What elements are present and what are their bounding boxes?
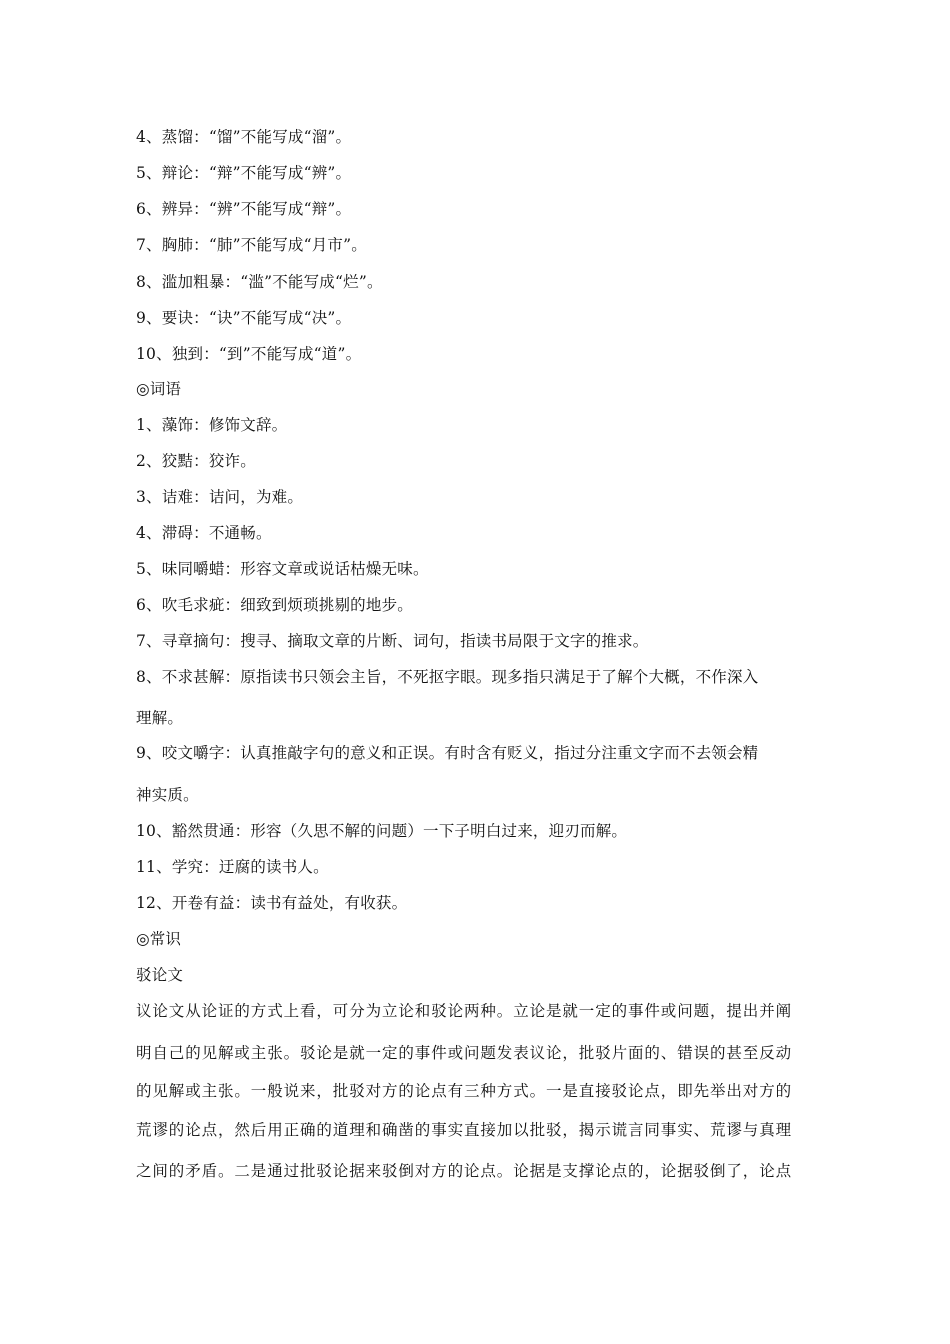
typo-item: 9、要诀：“诀”不能写成“决”。 xyxy=(136,309,352,327)
typo-item: 4、蒸馏：“馏”不能写成“溜”。 xyxy=(136,128,352,146)
vocab-item: 6、吹毛求疵：细致到烦琐挑剔的地步。 xyxy=(136,596,413,614)
vocab-item: 4、滞碍：不通畅。 xyxy=(136,524,272,542)
typo-item: 8、滥加粗暴：“滥”不能写成“烂”。 xyxy=(136,273,383,291)
vocab-item: 2、狡黠：狡诈。 xyxy=(136,452,256,470)
vocab-item: 8、不求甚解：原指读书只领会主旨，不死抠字眼。现多指只满足于了解个大概，不作深入 xyxy=(136,668,759,686)
typo-item: 10、独到：“到”不能写成“道”。 xyxy=(136,345,362,363)
knowledge-heading: ◎常识 xyxy=(136,930,182,948)
vocab-item-continuation: 神实质。 xyxy=(136,786,199,804)
knowledge-title: 驳论文 xyxy=(136,966,184,984)
vocab-item: 7、寻章摘句：搜寻、摘取文章的片断、词句，指读书局限于文字的推求。 xyxy=(136,632,649,650)
paragraph-line: 之间的矛盾。二是通过批驳论据来驳倒对方的论点。论据是支撑论点的，论据驳倒了，论点 xyxy=(136,1162,793,1180)
vocab-heading: ◎词语 xyxy=(136,380,182,398)
typo-item: 7、胸肺：“肺”不能写成“月市”。 xyxy=(136,236,367,254)
vocab-item: 11、学究：迂腐的读书人。 xyxy=(136,858,329,876)
vocab-item: 1、藻饰：修饰文辞。 xyxy=(136,416,288,434)
vocab-item: 12、开卷有益：读书有益处，有收获。 xyxy=(136,894,408,912)
typo-item: 6、辨异：“辨”不能写成“辩”。 xyxy=(136,200,352,218)
paragraph-line: 荒谬的论点，然后用正确的道理和确凿的事实直接加以批驳，揭示谎言同事实、荒谬与真理 xyxy=(136,1121,793,1139)
paragraph-line: 议论文从论证的方式上看，可分为立论和驳论两种。立论是就一定的事件或问题，提出并阐 xyxy=(136,1002,793,1020)
typo-item: 5、辩论：“辩”不能写成“辨”。 xyxy=(136,164,352,182)
paragraph-line: 的见解或主张。一般说来，批驳对方的论点有三种方式。一是直接驳论点，即先举出对方的 xyxy=(136,1082,793,1100)
vocab-item: 5、味同嚼蜡：形容文章或说话枯燥无味。 xyxy=(136,560,429,578)
vocab-item: 10、豁然贯通：形容（久思不解的问题）一下子明白过来，迎刃而解。 xyxy=(136,822,628,840)
vocab-item: 3、诘难：诘问，为难。 xyxy=(136,488,304,506)
paragraph-line: 明自己的见解或主张。驳论是就一定的事件或问题发表议论，批驳片面的、错误的甚至反动 xyxy=(136,1044,793,1062)
vocab-item-continuation: 理解。 xyxy=(136,709,184,727)
vocab-item: 9、咬文嚼字：认真推敲字句的意义和正误。有时含有贬义，指过分注重文字而不去领会精 xyxy=(136,744,759,762)
